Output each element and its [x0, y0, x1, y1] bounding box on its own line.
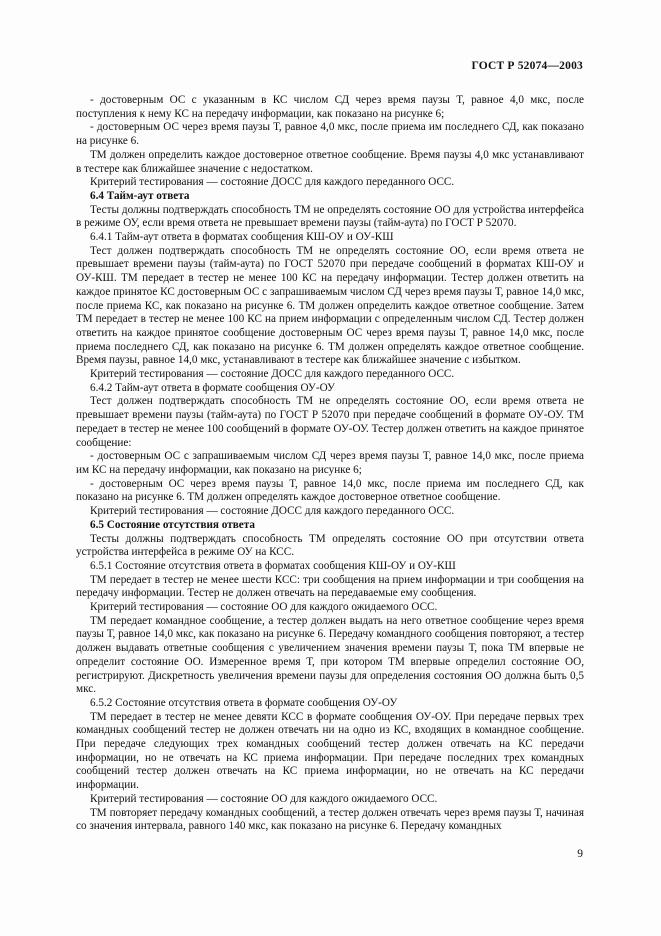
paragraph: Критерий тестирования — состояние ОО для каждого ожидаемого ОСС. [90, 792, 438, 805]
section-heading: 6.4 Тайм-аут ответа [90, 189, 190, 202]
paragraph: Тест должен подтверждать способность ТМ не определять состояние ОО, если время ответа не превышает времени паузы (тайм-аута) по ГОСТ Р 52070 при передаче сообщений в формате ОУ-ОУ. ТМ передает в тестер не менее 100 сообщений в формате ОУ-ОУ. Тестер должен ответить на каждое принятое сообщение: [76, 395, 584, 449]
paragraph: Тест должен подтверждать способность ТМ не определять состояние ОО, если время ответа не превышает времени паузы (тайм-аута) по ГОСТ 52070 при передаче сообщений в форматах КШ-ОУ и ОУ-КШ. ТМ передает в тестер не менее 100 КС на передачу информации. Тестер должен ответить на каждое принятое КС достоверным ОС с запрашиваемым числом СД через время паузы Т, равное 14,0 мкс, после приема КС, как показано на рисунке 6. ТМ должен определить каждое ответное сообщение. Затем ТМ передает в тестер не менее 100 КС на прием информации с определенным числом СД. Тестер должен ответить на каждое принятое сообщение достоверным ОС через время паузы Т, равное 14,0 мкс, после приема последнего СД, как показано на рисунке 6. ТМ должен определять каждое ответное сообщение. Время паузы, равное 14,0 мкс, устанавливают в тестере как ближайшее значение с избытком. [76, 244, 584, 367]
subsection-title: 6.5.1 Состояние отсутствия ответа в форматах сообщения КШ-ОУ и ОУ-КШ [90, 559, 456, 572]
page-content [76, 94, 584, 834]
page-header: ГОСТ Р 52074—2003 [471, 60, 583, 72]
paragraph: Критерий тестирования — состояние ДОСС для каждого переданного ОСС. [90, 505, 455, 518]
subsection-title: 6.4.2 Тайм-аут ответа в формате сообщения ОУ-ОУ [90, 381, 335, 394]
paragraph: - достоверным ОС с указанным в КС числом СД через время паузы Т, равное 4,0 мкс, после поступления к нему КС на передачу информации, как показано на рисунке 6; [76, 94, 584, 120]
paragraph: Критерий тестирования — состояние ДОСС для каждого переданного ОСС. [90, 368, 455, 381]
subsection-title: 6.5.2 Состояние отсутствия ответа в формате сообщения ОУ-ОУ [90, 696, 398, 709]
paragraph: ТМ повторяет передачу командных сообщений, а тестер должен отвечать через время паузы Т, начиная со значения интервала, равного 140 мкс, как показано на рисунке 6. Передачу командных [76, 806, 584, 833]
paragraph: - достоверным ОС через время паузы Т, равное 14,0 мкс, после приема им последнего СД, как показано на рисунке 6. ТМ должен определять каждое достоверное ответное сообщение. [76, 477, 584, 504]
section-heading: 6.5 Состояние отсутствия ответа [90, 518, 255, 531]
paragraph: Критерий тестирования — состояние ОО для каждого ожидаемого ОСС. [90, 601, 438, 614]
paragraph: ТМ передает командное сообщение, а тестер должен выдать на него ответное сообщение через время паузы Т, равное 14,0 мкс, как показано на рисунке 6. Передачу командного сообщения повторяют, а тестер должен выдавать ответные сообщения с увеличением значения времени паузы Т, пока ТМ впервые не определит состояние ОО. Измеренное время Т, при котором ТМ впервые определил состояние ОО, регистрируют. Дискретность увеличения времени паузы для определения состояния ОО должна быть 0,5 мкс. [76, 614, 584, 696]
paragraph: - достоверным ОС через время паузы Т, равное 4,0 мкс, после приема им последнего СД, как показано на рисунке 6. [76, 121, 584, 148]
paragraph: Критерий тестирования — состояние ДОСС для каждого переданного ОСС. [90, 176, 455, 189]
paragraph: - достоверным ОС с запрашиваемым числом СД через время паузы Т, равное 14,0 мкс, после приема им КС на передачу информации, как показано на рисунке 6; [76, 450, 584, 476]
paragraph: ТМ передает в тестер не менее шести КСС: три сообщения на прием информации и три сообщения на передачу информации. Тестер не должен отвечать на передаваемые ему сообщения. [76, 573, 584, 600]
page-number: 9 [577, 848, 583, 860]
subsection-title: 6.4.1 Тайм-аут ответа в форматах сообщения КШ-ОУ и ОУ-КШ [90, 231, 394, 244]
paragraph: ТМ передает в тестер не менее девяти КСС в формате сообщения ОУ-ОУ. При передаче первых трех командных сообщений тестер не должен отвечать ни на одно из КС, входящих в командное сообщение. При передаче следующих трех командных сообщений тестер должен отвечать на КС передачи информации, но не отвечать на КС приема информации. При передаче последних трех командных сообщений тестер должен отвечать на КС приема информации, но не отвечать на КС передачи информации. [76, 710, 584, 792]
paragraph: Тесты должны подтверждать способность ТМ определять состояние ОО при отсутствии ответа устройства интерфейса в режиме ОУ на КСС. [76, 532, 584, 559]
paragraph: ТМ должен определить каждое достоверное ответное сообщение. Время паузы 4,0 мкс устанавливают в тестере как ближайшее значение с недостатком. [76, 148, 584, 175]
paragraph: Тесты должны подтверждать способность ТМ не определять состояние ОО для устройства интерфейса в режиме ОУ, если время ответа не превышает времени паузы (тайм-аута) по ГОСТ Р 52070. [76, 203, 584, 230]
